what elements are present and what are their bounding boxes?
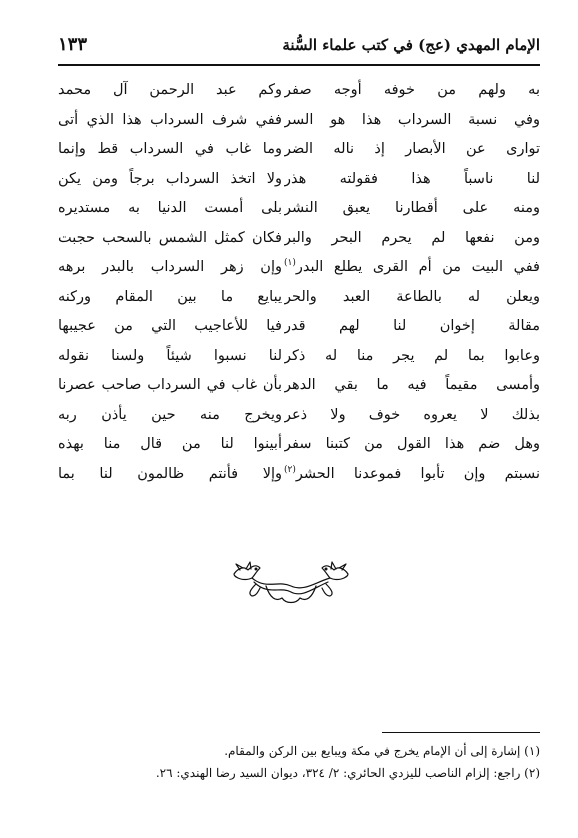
footnote-rule xyxy=(382,732,540,733)
poem-left-column xyxy=(58,76,282,489)
verse-line: ففي البيت من أم القرى يطلع البدر$^{(١)}$ xyxy=(284,258,540,275)
verse-line: وكم عبد الرحمن آل محمد xyxy=(58,82,282,98)
verse-line: لنا نسبوا شيئاً ولسنا نقوله xyxy=(58,347,282,364)
poem-right-column xyxy=(284,76,540,489)
verse-line: وما غاب في السرداب قط وإنما xyxy=(58,141,282,157)
verse-line: ففي شرف السرداب هذا الذي أتى xyxy=(58,111,282,128)
verse-line: وأمسى مقيماً فيه ما بقي الدهر xyxy=(284,377,540,393)
verse-line: وإن زهر السرداب بالبدر برهه xyxy=(58,259,282,275)
verse-line: ومن نفعها لم يحرم البحر والبر xyxy=(284,229,540,246)
verse-line: يبايع ما بين المقام وركنه xyxy=(58,288,282,305)
footnotes xyxy=(58,740,540,784)
verse-line: مقالة إخوان لنا لهم قدر xyxy=(284,318,540,334)
verse-line: لنا ناسباً هذا فقولته هذر xyxy=(284,170,540,187)
verse-line: توارى عن الأبصار إذ ناله الضر xyxy=(284,141,540,157)
verse-line: وفي نسبة السرداب هذا هو السر xyxy=(284,111,540,128)
verse-line: وهل ضم هذا القول من كتبنا سفر xyxy=(284,436,540,452)
verse-line: أبينوا لنا من قال منا بهذه xyxy=(58,436,282,452)
verse-line: فيا للأعاجيب التي من عجيبها xyxy=(58,318,282,334)
verse-line: ولا اتخذ السرداب برجاً ومن يكن xyxy=(58,170,282,187)
verse-line: ويعلن له بالطاعة العبد والحر xyxy=(284,288,540,305)
footnote-marker: (١) xyxy=(284,258,296,269)
verse-line: به ولهم من خوفه أوجه صفر xyxy=(284,82,540,98)
verse-line: بأن غاب في السرداب صاحب عصرنا xyxy=(58,377,282,393)
footnote-item: (٢) راجع: إلزام الناصب لليزدي الحائري: ٢/ ٣٢٤، ديوان السيد رضا الهندي: ٢٦. xyxy=(155,766,540,780)
verse-line: ومنه على أقطارنا يعبق النشر xyxy=(284,200,540,216)
footnote-marker: (٢) xyxy=(284,464,296,475)
verse-line: وإلا فأنتم ظالمون لنا بما xyxy=(58,465,282,482)
verse-line: ويخرج منه حين يأذن ربه xyxy=(58,406,282,423)
page-header xyxy=(58,36,540,60)
verse-line: بذلك لا يعروه خوف ولا ذعر xyxy=(284,406,540,423)
verse-line: بلى أمست الدنيا به مستديره xyxy=(58,200,282,216)
footnote-item: (١) إشارة إلى أن الإمام يخرج في مكة ويبايع بين الركن والمقام. xyxy=(224,744,540,758)
verse-line: نسبتم وإن تأبوا فموعدنا الحشر$^{(٢)}$ xyxy=(284,464,540,482)
dove-ribbon-ornament-icon xyxy=(226,560,356,610)
header-rule xyxy=(58,64,540,66)
verse-line: فكان كمثل الشمس بالسحب حجبت xyxy=(58,229,282,246)
verse-line: وعابوا بما لم يجر منا له ذكر xyxy=(284,347,540,364)
page-number: ١٣٣ xyxy=(58,34,88,55)
running-title: الإمام المهدي (عج) في كتب علماء السُّنة xyxy=(282,36,540,54)
